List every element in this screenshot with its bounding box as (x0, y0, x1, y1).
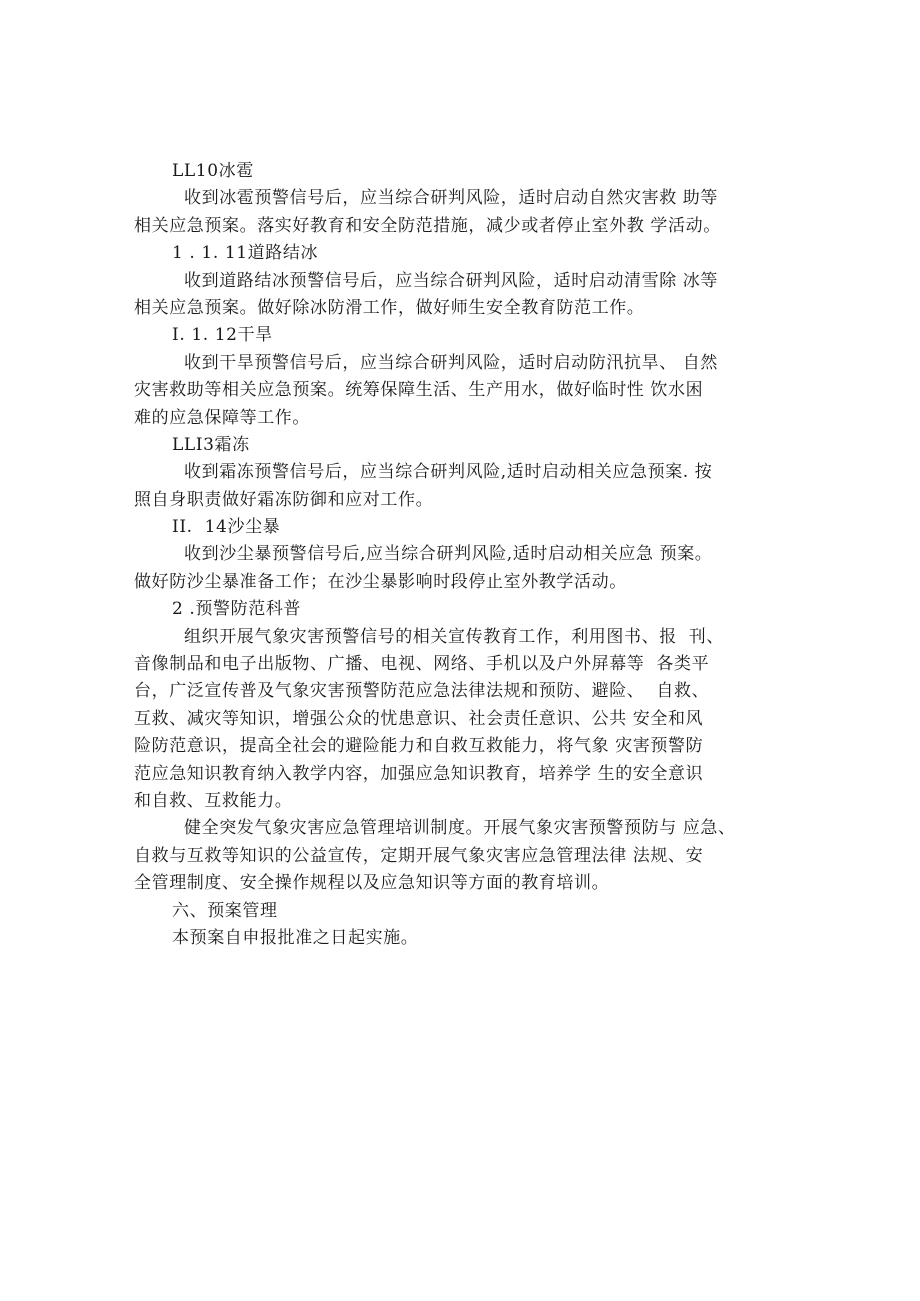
document-body (134, 158, 794, 952)
section-heading-road-icing: 1 . 1. 11道路结冰 (172, 243, 319, 264)
paragraph-line: 难的应急保障等工作。 (134, 407, 310, 428)
paragraph-line: 本预案自申报批准之日起实施。 (172, 927, 419, 948)
paragraph-line: 和自救、互救能力。 (134, 790, 293, 811)
paragraph-line: 全管理制度、安全操作规程以及应急知识等方面的教育培训。 (134, 873, 610, 894)
paragraph-line: 互救、减灾等知识，增强公众的忧患意识、社会责任意识、公共 安全和风 (134, 708, 704, 729)
paragraph-line: 台，广泛宣传普及气象灾害预警防范应急法律法规和预防、避险、 自救、 (134, 681, 710, 702)
section-heading-frost: LLI3霜冻 (172, 434, 250, 455)
paragraph-line: 收到沙尘暴预警信号后,应当综合研判风险,适时启动相关应急 预案。 (184, 544, 713, 565)
paragraph-line: 灾害救助等相关应急预案。统筹保障生活、生产用水，做好临时性 饮水困 (134, 380, 704, 401)
paragraph-line: 收到干旱预警信号后，应当综合研判风险，适时启动防汛抗旱、 自然 (184, 352, 719, 373)
paragraph-line: 相关应急预案。做好除冰防滑工作，做好师生安全教育防范工作。 (134, 297, 645, 318)
paragraph-line: 自救与互救等知识的公益宣传，定期开展气象灾害应急管理法律 法规、安 (134, 845, 704, 866)
paragraph-line: 健全突发气象灾害应急管理培训制度。开展气象灾害预警预防与 应急、 (184, 818, 736, 839)
paragraph-line: 险防范意识，提高全社会的避险能力和自救互救能力，将气象 灾害预警防 (134, 736, 704, 757)
section-heading-sandstorm: II. 14沙尘暴 (172, 517, 281, 538)
section-heading-drought: I. 1. 12干旱 (172, 325, 273, 346)
paragraph-line: 收到道路结冰预警信号后，应当综合研判风险，适时启动清雪除 冰等 (184, 270, 719, 291)
paragraph-line: 收到冰雹预警信号后，应当综合研判风险，适时启动自然灾害救 助等 (184, 188, 719, 209)
paragraph-line: 组织开展气象灾害预警信号的相关宣传教育工作，利用图书、报 刊、 (184, 626, 725, 647)
paragraph-line: 相关应急预案。落实好教育和安全防范措施，减少或者停止室外教 学活动。 (134, 215, 721, 236)
section-heading-science-popularization: 2 .预警防范科普 (172, 599, 302, 620)
paragraph-line: 范应急知识教育纳入教学内容，加强应急知识教育，培养学 生的安全意识 (134, 763, 704, 784)
paragraph-line: 音像制品和电子出版物、广播、电视、网络、手机以及户外屏幕等 各类平 (134, 654, 710, 675)
paragraph-line: 照自身职责做好霜冻防御和应对工作。 (134, 489, 434, 510)
section-heading-hail: LL10冰雹 (172, 161, 254, 181)
paragraph-line: 做好防沙尘暴准备工作；在沙尘暴影响时段停止室外教学活动。 (134, 571, 627, 592)
paragraph-line: 收到霜冻预警信号后，应当综合研判风险,适时启动相关应急预案. 按 (184, 462, 713, 483)
section-heading-plan-management: 六、预案管理 (172, 900, 278, 921)
